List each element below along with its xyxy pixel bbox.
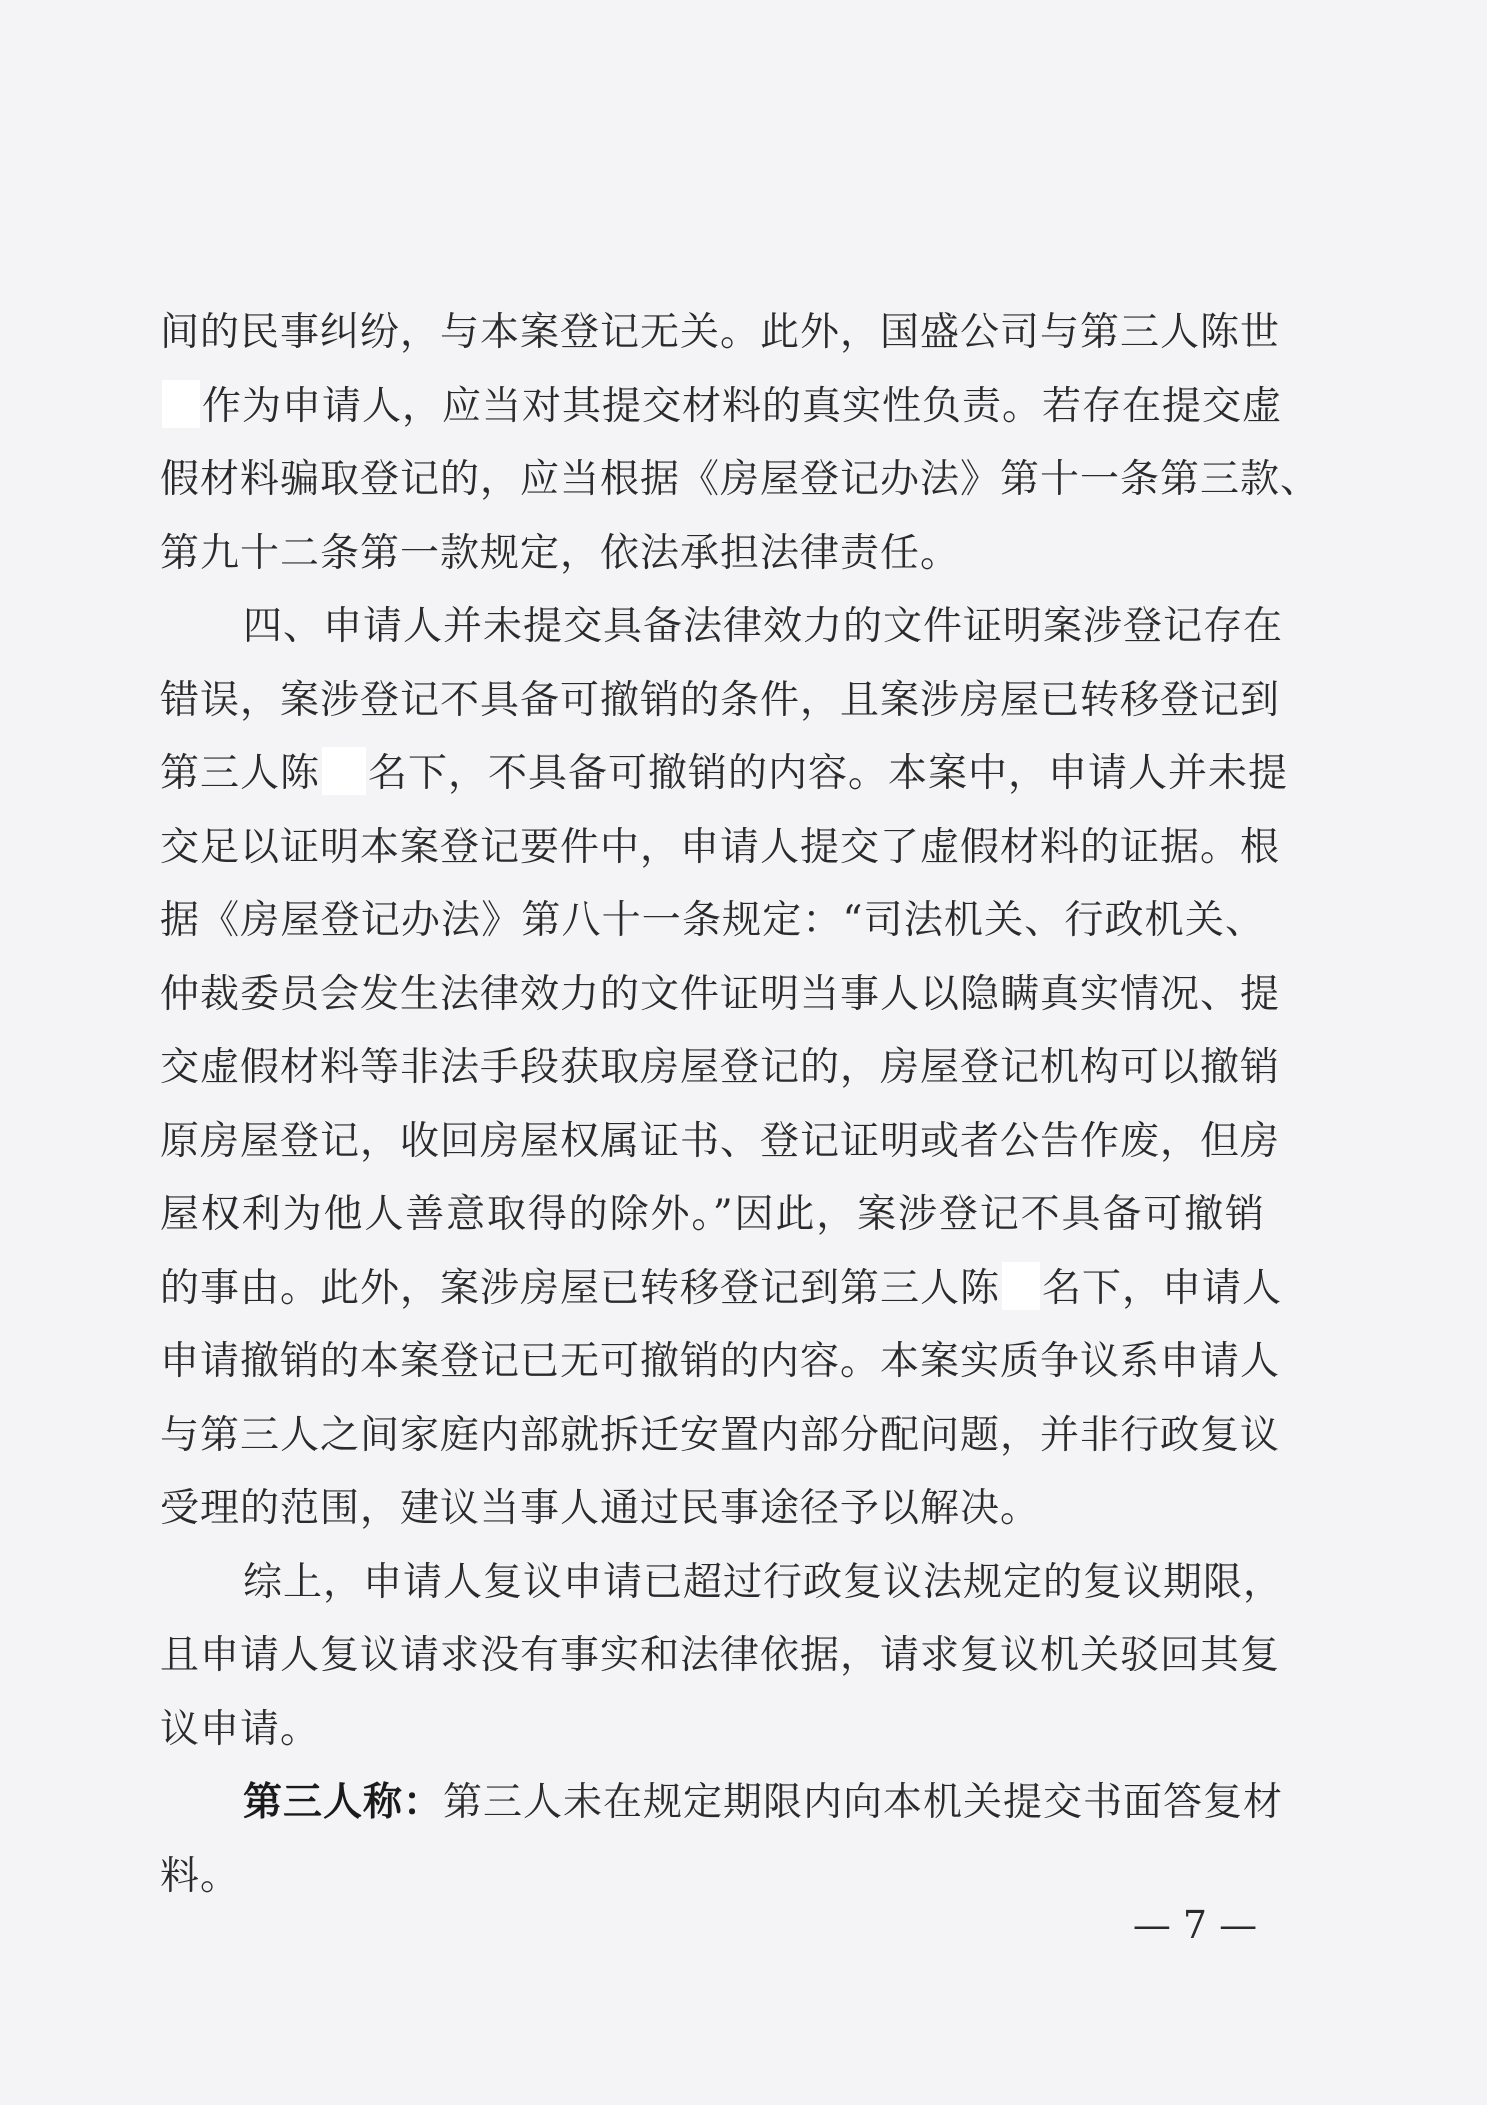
text-line: 错误，案涉登记不具备可撤销的条件，且案涉房屋已转移登记到 — [160, 677, 1281, 723]
text-line: 间的民事纠纷，与本案登记无关。此外，国盛公司与第三人陈世 — [160, 310, 1281, 355]
redaction-block — [322, 747, 366, 795]
text-line: 交足以证明本案登记要件中，申请人提交了虚假材料的证据。根 — [160, 824, 1281, 870]
third-party-heading: 第三人称： — [243, 1779, 444, 1825]
body-text — [160, 296, 1321, 1913]
text-line — [160, 370, 1283, 444]
text-line: 申请撤销的本案登记已无可撤销的内容。本案实质争议系申请人 — [160, 1339, 1281, 1384]
text-line: 第九十二条第一款规定，依法承担法律责任。 — [160, 530, 961, 576]
text-line: 屋权利为他人善意取得的除外。”因此，案涉登记不具备可撤销 — [160, 1192, 1265, 1237]
redaction-block — [1002, 1262, 1040, 1310]
text-line — [160, 737, 1289, 811]
text-line: 交虚假材料等非法手段获取房屋登记的，房屋登记机构可以撤销 — [160, 1045, 1281, 1090]
text-line: 原房屋登记，收回房屋权属证书、登记证明或者公告作废，但房 — [160, 1118, 1281, 1164]
text-line: 综上，申请人复议申请已超过行政复议法规定的复议期限， — [243, 1559, 1284, 1605]
text-line — [160, 1252, 1283, 1326]
text-segment: 作为申请人，应当对其提交材料的真实性负责。若存在提交虚 — [202, 383, 1283, 429]
text-segment: 第三人未在规定期限内向本机关提交书面答复材 — [443, 1780, 1284, 1825]
text-line: 与第三人之间家庭内部就拆迁安置内部分配问题，并非行政复议 — [160, 1412, 1281, 1458]
text-segment: 第三人陈 — [160, 751, 321, 796]
text-line: 受理的范围，建议当事人通过民事途径予以解决。 — [160, 1486, 1041, 1531]
text-line: 四、申请人并未提交具备法律效力的文件证明案涉登记存在 — [243, 604, 1284, 649]
text-segment: 的事由。此外，案涉房屋已转移登记到第三人陈 — [160, 1265, 1001, 1311]
text-line: 仲裁委员会发生法律效力的文件证明当事人以隐瞒真实情况、提 — [160, 971, 1281, 1017]
text-segment: 名下，申请人 — [1042, 1265, 1283, 1311]
text-line: 料。 — [160, 1853, 241, 1899]
text-line — [160, 1766, 1284, 1840]
text-line: 议申请。 — [160, 1706, 321, 1752]
text-segment: 名下，不具备可撤销的内容。本案中，申请人并未提 — [368, 751, 1289, 796]
text-line: 且申请人复议请求没有事实和法律依据，请求复议机关驳回其复 — [160, 1633, 1281, 1678]
text-line: 据《房屋登记办法》第八十一条规定：“司法机关、行政机关、 — [160, 898, 1265, 943]
page-number: — 7 — — [1132, 1903, 1258, 1947]
redaction-block — [162, 380, 200, 428]
text-line: 假材料骗取登记的，应当根据《房屋登记办法》第十一条第三款、 — [160, 457, 1321, 502]
